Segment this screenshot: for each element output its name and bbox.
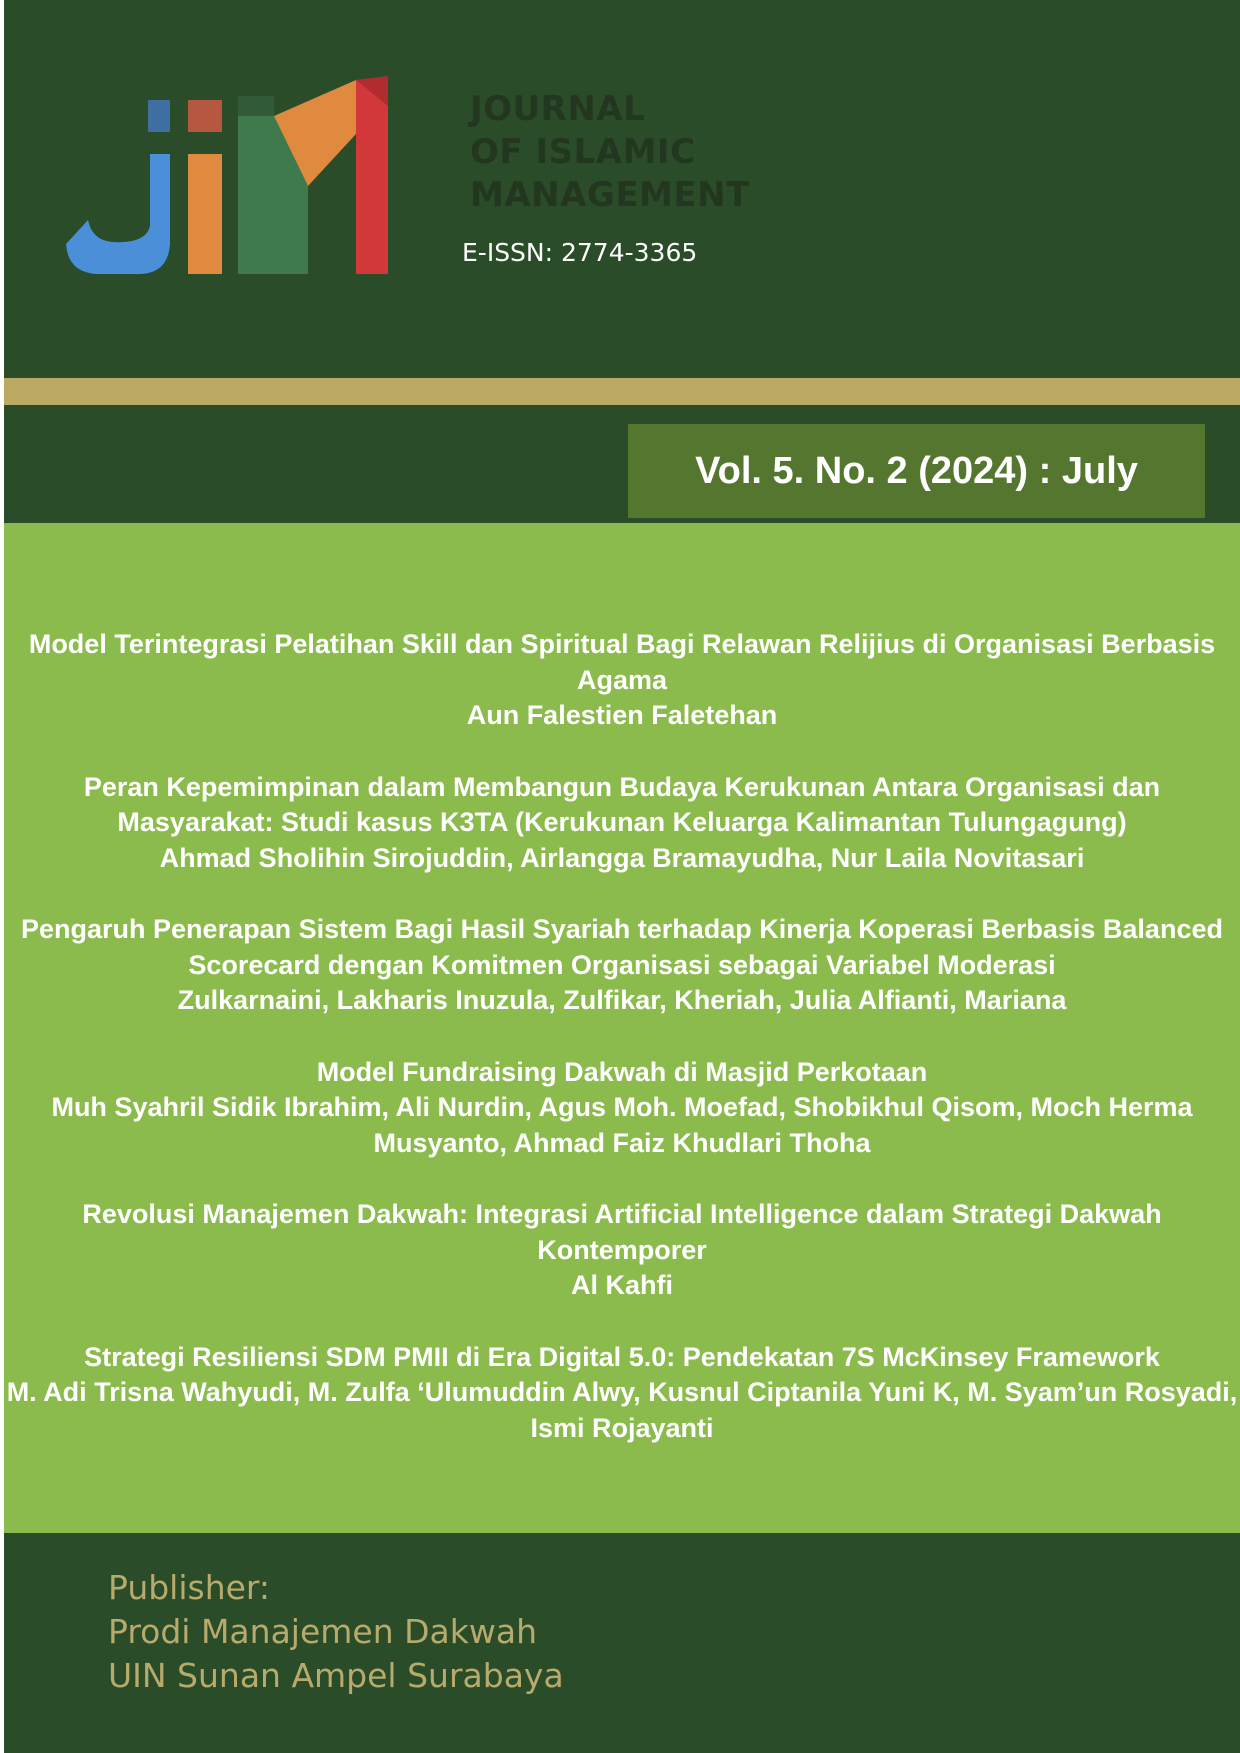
article-title: Model Fundraising Dakwah di Masjid Perkotaan xyxy=(316,1056,928,1087)
publisher-line: Prodi Manajemen Dakwah xyxy=(108,1612,537,1651)
article-title: Model Terintegrasi Pelatihan Skill dan Spiritual Bagi Relawan Relijius di Organisasi Berbasis Agama xyxy=(28,629,1216,695)
article-entry xyxy=(4,1197,1240,1304)
article-authors: Ahmad Sholihin Sirojuddin, Airlangga Bramayudha, Nur Laila Novitasari xyxy=(159,842,1085,873)
article-entry xyxy=(4,1055,1240,1162)
article-title: Peran Kepemimpinan dalam Membangun Budaya Kerukunan Antara Organisasi dan Masyarakat: Studi kasus K3TA (Kerukunan Keluarga Kalimantan Tulungagung) xyxy=(83,771,1161,837)
journal-title-line: OF ISLAMIC xyxy=(470,132,696,172)
publisher-label: Publisher: xyxy=(108,1568,271,1607)
article-authors: Muh Syahril Sidik Ibrahim, Ali Nurdin, Agus Moh. Moefad, Shobikhul Qisom, Moch Herma Musyanto, Ahmad Faiz Khudlari Thoha xyxy=(51,1092,1193,1158)
issue-label: Vol. 5. No. 2 (2024) : July xyxy=(695,449,1138,492)
article-title: Pengaruh Penerapan Sistem Bagi Hasil Syariah terhadap Kinerja Koperasi Berbasis Balanced Scorecard dengan Komitmen Organisasi sebagai Variabel Moderasi xyxy=(21,914,1223,980)
article-title: Revolusi Manajemen Dakwah: Integrasi Artificial Intelligence dalam Strategi Dakwah Kontemporer xyxy=(82,1199,1162,1265)
issue-badge xyxy=(628,424,1205,518)
article-authors: M. Adi Trisna Wahyudi, M. Zulfa ‘Ulumuddin Alwy, Kusnul Ciptanila Yuni K, M. Syam’un Rosyadi, Ismi Rojayanti xyxy=(6,1377,1238,1443)
jim-logo-icon xyxy=(66,76,446,276)
journal-title xyxy=(470,88,750,217)
issn-label: E-ISSN: 2774-3365 xyxy=(462,238,698,267)
article-entry xyxy=(4,627,1240,734)
gold-divider xyxy=(4,378,1240,405)
journal-title-line: JOURNAL xyxy=(470,89,646,129)
article-entry xyxy=(4,1340,1240,1447)
article-authors: Aun Falestien Faletehan xyxy=(466,700,778,730)
publisher-block xyxy=(108,1566,564,1698)
article-authors: Zulkarnaini, Lakharis Inuzula, Zulfikar, Kheriah, Julia Alfianti, Mariana xyxy=(177,985,1067,1015)
article-entry xyxy=(4,912,1240,1019)
journal-title-line: MANAGEMENT xyxy=(470,175,750,215)
article-title: Strategi Resiliensi SDM PMII di Era Digital 5.0: Pendekatan 7S McKinsey Framework xyxy=(84,1341,1160,1372)
article-entry xyxy=(4,770,1240,877)
publisher-line: UIN Sunan Ampel Surabaya xyxy=(108,1656,564,1695)
article-authors: Al Kahfi xyxy=(570,1270,673,1300)
article-list xyxy=(4,627,1240,1482)
